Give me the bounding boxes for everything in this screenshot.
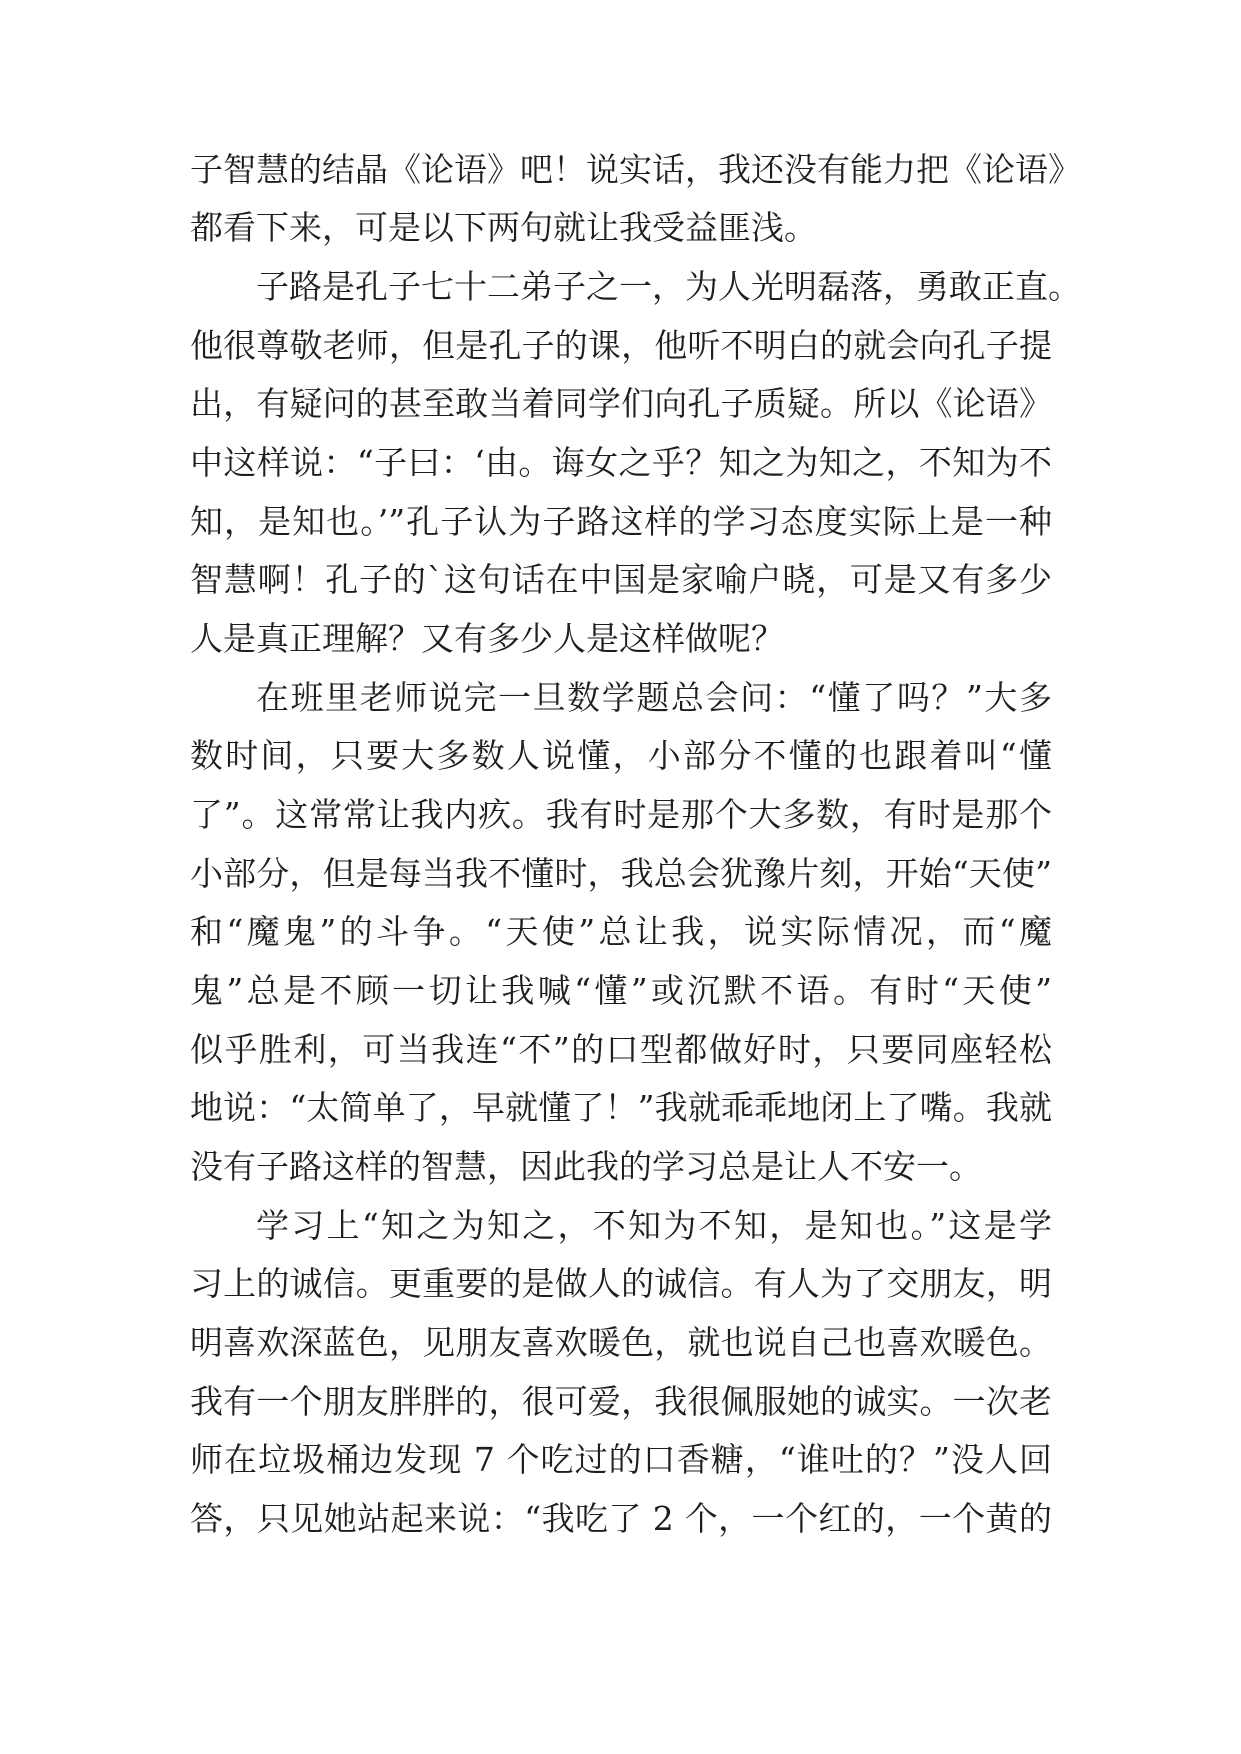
text-line: 明喜欢深蓝色，见朋友喜欢暖色，就也说自己也喜欢暖色。 [190, 1323, 1052, 1362]
text-line: 都看下来，可是以下两句就让我受益匪浅。 [190, 208, 817, 247]
text-line: 智慧啊！孔子的`这句话在中国是家喻户晓，可是又有多少 [190, 560, 1052, 599]
paragraph-first-line: 在班里老师说完一旦数学题总会问：“懂了吗？”大多 [256, 678, 1052, 717]
text-line: 他很尊敬老师，但是孔子的课，他听不明白的就会向孔子提 [190, 326, 1052, 365]
text-line: 中这样说：“子曰：‘由。诲女之乎？知之为知之，不知为不 [190, 443, 1052, 482]
text-line: 似乎胜利，可当我连“不”的口型都做好时，只要同座轻松 [190, 1030, 1052, 1069]
paragraph-first-line: 子路是孔子七十二弟子之一，为人光明磊落，勇敢正直。 [256, 267, 1081, 306]
text-line: 小部分，但是每当我不懂时，我总会犹豫片刻，开始“天使” [190, 854, 1052, 893]
text-line: 地说：“太简单了，早就懂了！”我就乖乖地闭上了嘴。我就 [190, 1088, 1052, 1127]
text-line: 数时间，只要大多数人说懂，小部分不懂的也跟着叫“懂 [190, 736, 1052, 775]
text-line: 子智慧的结晶《论语》吧！说实话，我还没有能力把《论语》 [190, 150, 1081, 189]
text-line: 知，是知也。’”孔子认为子路这样的学习态度实际上是一种 [190, 502, 1052, 541]
text-line: 和“魔鬼”的斗争。“天使”总让我，说实际情况，而“魔 [190, 912, 1052, 951]
text-line: 鬼”总是不顾一切让我喊“懂”或沉默不语。有时“天使” [190, 971, 1052, 1010]
text-line: 了”。这常常让我内疚。我有时是那个大多数，有时是那个 [190, 795, 1052, 834]
text-line: 出，有疑问的甚至敢当着同学们向孔子质疑。所以《论语》 [190, 384, 1052, 423]
text-line: 人是真正理解？又有多少人是这样做呢？ [190, 619, 784, 658]
text-line: 习上的诚信。更重要的是做人的诚信。有人为了交朋友，明 [190, 1264, 1052, 1303]
text-line: 师在垃圾桶边发现 7 个吃过的口香糖，“谁吐的？”没人回 [190, 1440, 1052, 1479]
text-line: 我有一个朋友胖胖的，很可爱，我很佩服她的诚实。一次老 [190, 1382, 1052, 1421]
text-line: 答，只见她站起来说：“我吃了 2 个，一个红的，一个黄的 [190, 1499, 1052, 1538]
paragraph-first-line: 学习上“知之为知之，不知为不知，是知也。”这是学 [256, 1206, 1052, 1245]
text-line: 没有子路这样的智慧，因此我的学习总是让人不安一。 [190, 1147, 982, 1186]
